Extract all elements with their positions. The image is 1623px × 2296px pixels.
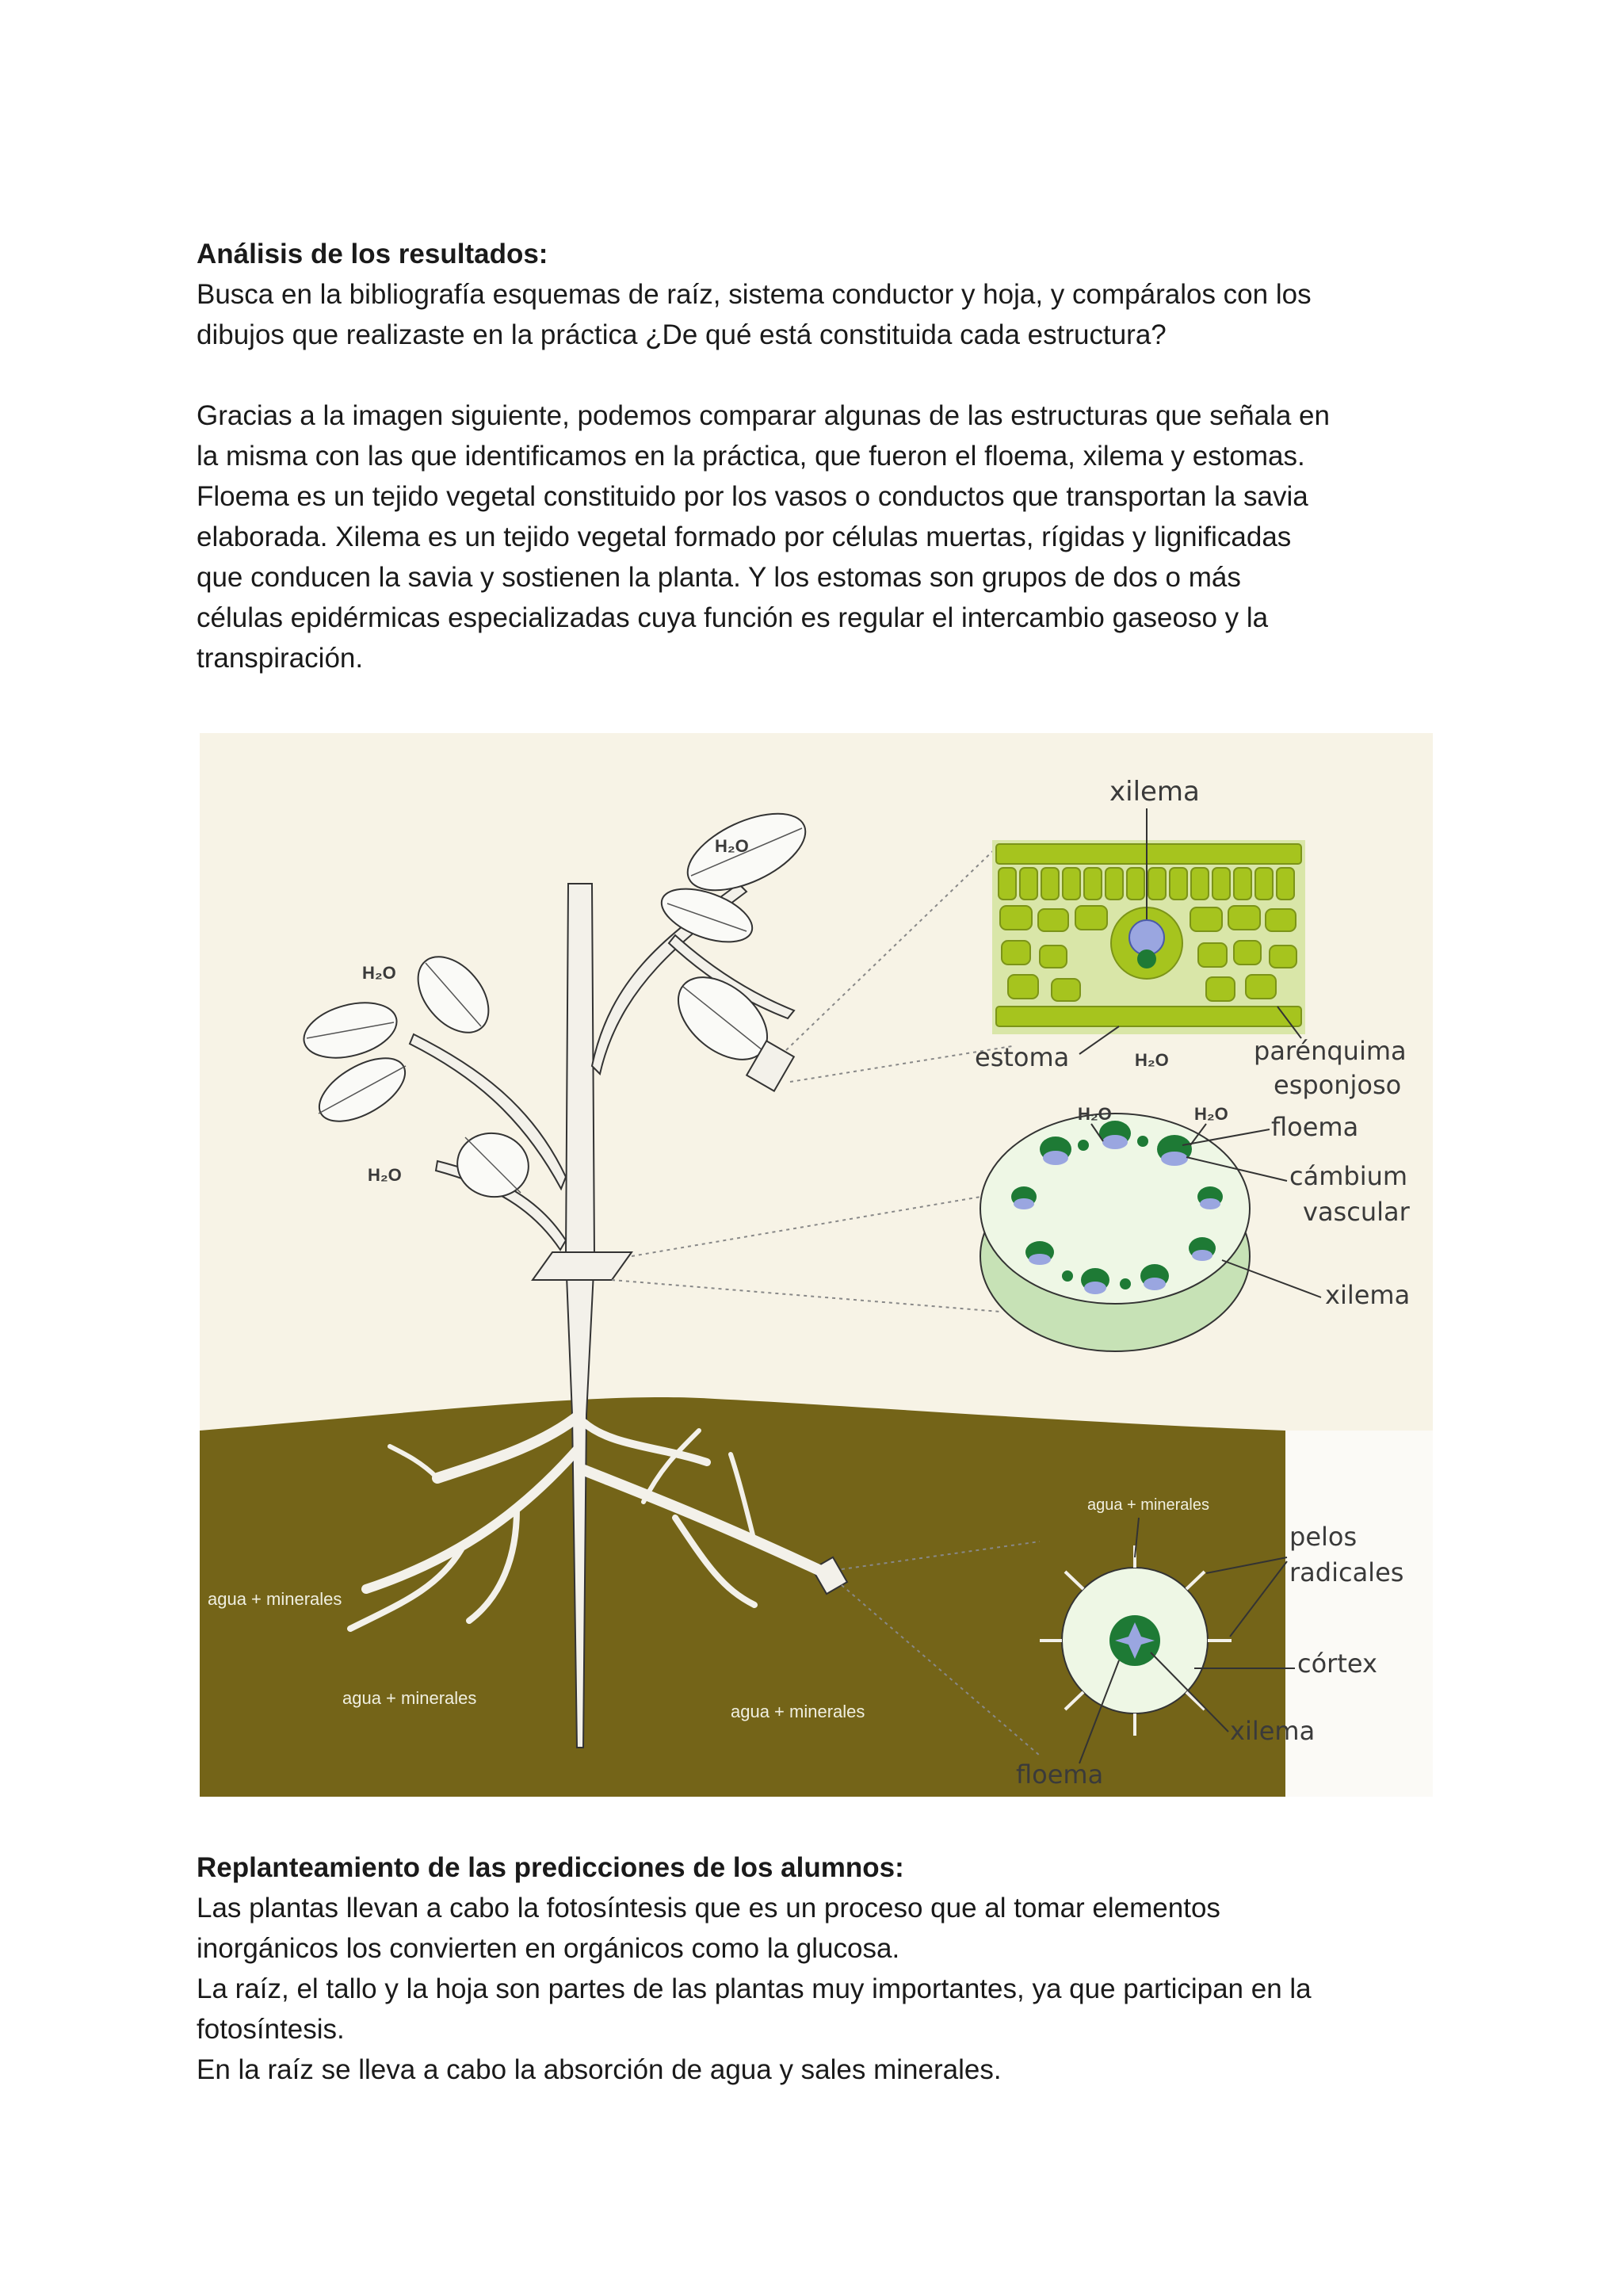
label-stem-h2o-b: H₂O: [1194, 1104, 1228, 1124]
label-agua-right: agua + minerales: [731, 1702, 865, 1721]
label-estoma: estoma: [975, 1042, 1070, 1072]
label-parenquima-2: esponjoso: [1274, 1070, 1402, 1100]
section-replanteamiento: [197, 1847, 1433, 2090]
body-line-4: elaborada. Xilema es un tejido vegetal formado por células muertas, rígidas y lignificadas: [197, 521, 1292, 552]
replanteamiento-line-1: Las plantas llevan a cabo la fotosíntesis que es un proceso que al tomar elementos: [197, 1893, 1220, 1924]
label-agua-root: agua + minerales: [1087, 1496, 1209, 1514]
intro-line-2: dibujos que realizaste en la práctica ¿De qué está constituida cada estructura?: [197, 319, 1167, 350]
replanteamiento-line-5: En la raíz se lleva a cabo la absorción de agua y sales minerales.: [197, 2054, 1002, 2085]
body-line-5: que conducen la savia y sostienen la planta. Y los estomas son grupos de dos o más: [197, 562, 1241, 593]
plant-diagram: [200, 733, 1433, 1797]
replanteamiento-line-3: La raíz, el tallo y la hoja son partes de las plantas muy importantes, ya que participan en la: [197, 1973, 1312, 2004]
replanteamiento-line-4: fotosíntesis.: [197, 2014, 345, 2045]
label-floema: floema: [1271, 1112, 1359, 1142]
label-parenquima-1: parénquima: [1254, 1036, 1407, 1066]
intro-line-1: Busca en la bibliografía esquemas de raíz, sistema conductor y hoja, y compáralos con los: [197, 279, 1312, 310]
label-cambium-2: vascular: [1303, 1197, 1410, 1227]
plant-diagram-svg: [200, 733, 1433, 1797]
label-h2o-left: H₂O: [362, 963, 396, 983]
label-h2o-top: H₂O: [715, 836, 749, 856]
label-cortex: córtex: [1297, 1648, 1377, 1679]
label-pelos-1: pelos: [1289, 1522, 1358, 1552]
body-line-1: Gracias a la imagen siguiente, podemos comparar algunas de las estructuras que señala en: [197, 400, 1330, 431]
replanteamiento-line-2: inorgánicos los convierten en orgánicos como la glucosa.: [197, 1933, 900, 1964]
label-stem-xilema: xilema: [1325, 1280, 1411, 1310]
heading-analisis: Análisis de los resultados:: [197, 239, 548, 269]
label-h2o-left-lower: H₂O: [368, 1165, 402, 1185]
body-line-2: la misma con las que identificamos en la práctica, que fueron el floema, xilema y estomas.: [197, 441, 1305, 472]
leaf-phloem: [1137, 949, 1156, 968]
label-leaf-h2o: H₂O: [1135, 1050, 1169, 1070]
body-line-7: transpiración.: [197, 643, 364, 674]
label-root-xilema: xilema: [1230, 1716, 1316, 1746]
label-agua-mid: agua + minerales: [342, 1688, 477, 1708]
label-leaf-xilema: xilema: [1109, 776, 1200, 808]
label-stem-h2o-a: H₂O: [1078, 1104, 1112, 1124]
body-line-6: células epidérmicas especializadas cuya función es regular el intercambio gaseoso y la: [197, 602, 1269, 633]
heading-replanteamiento: Replanteamiento de las predicciones de los alumnos:: [197, 1852, 904, 1883]
label-pelos-2: radicales: [1289, 1557, 1404, 1587]
section-analisis: [197, 234, 1433, 678]
label-agua-left: agua + minerales: [208, 1589, 342, 1609]
label-root-floema: floema: [1016, 1759, 1104, 1790]
label-cambium-1: cámbium: [1289, 1161, 1408, 1191]
body-line-3: Floema es un tejido vegetal constituido por los vasos o conductos que transportan la savia: [197, 481, 1308, 512]
